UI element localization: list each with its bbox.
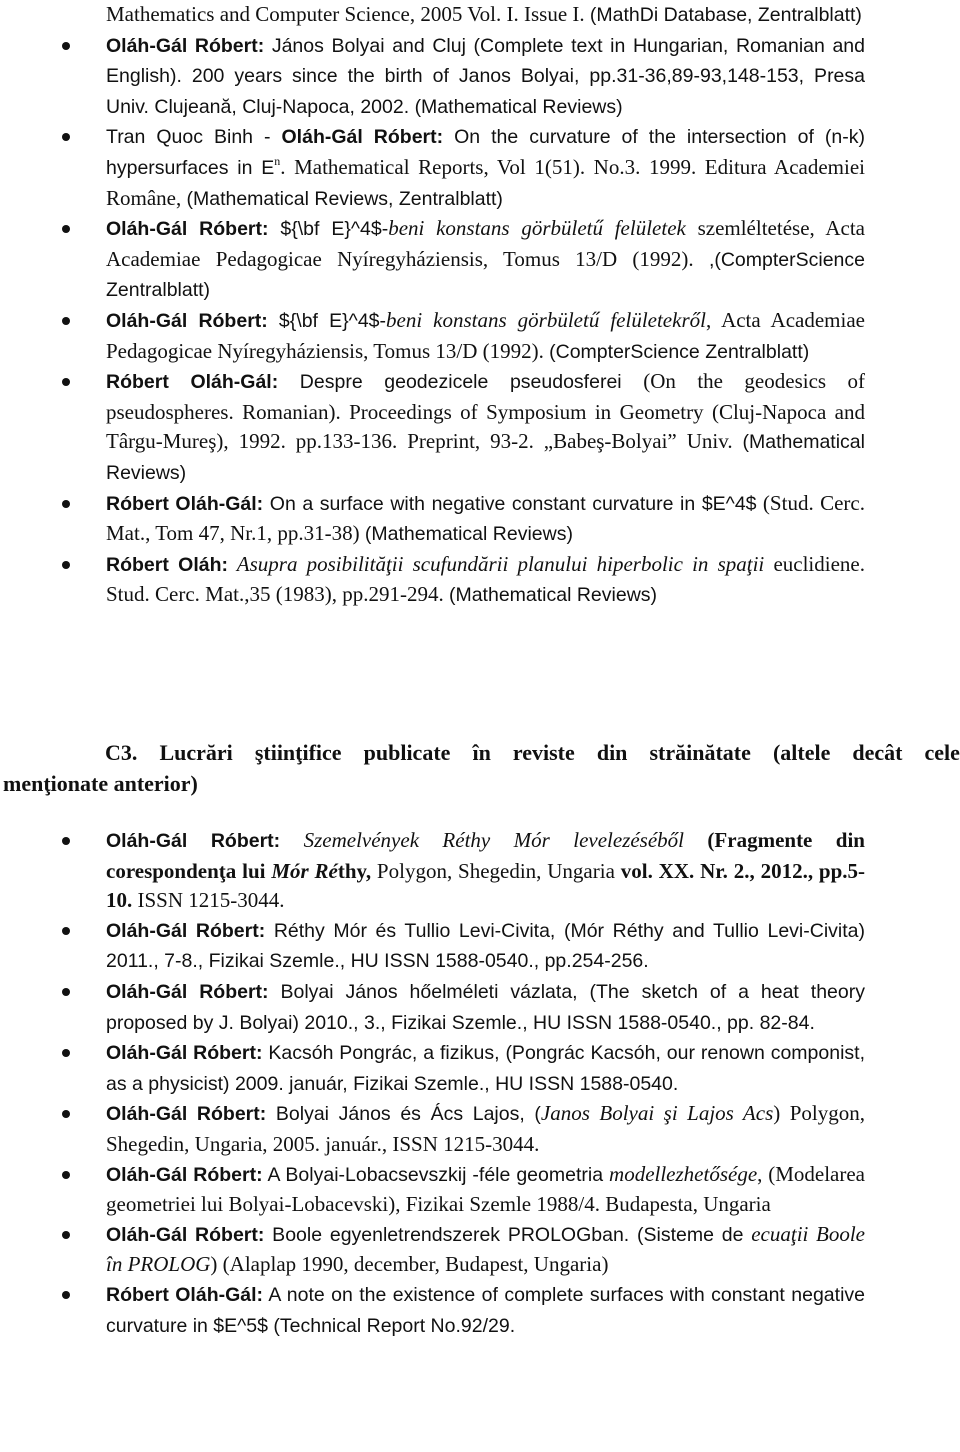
- author-name: Oláh-Gál Róbert:: [106, 1223, 265, 1246]
- entry-details: (On the geodesics of pseudospheres. Romanian). Proceedings of Symposium in Geometry (Cluj-Napoca and Târgu-Mureş), 1992. pp.133-136. Preprint, 93-2. „Babeş-Bolyai” Univ.: [106, 369, 865, 454]
- author-name: Oláh-Gál Róbert:: [106, 919, 266, 942]
- formula-text: ${\bf E}^4$-: [268, 218, 389, 241]
- entry-details: euclidiene. Stud. Cerc. Mat.,35 (1983), pp.291-294.: [106, 551, 865, 607]
- bullet-icon: [62, 1231, 70, 1239]
- heading-word: Lucrări: [159, 740, 233, 765]
- entry-translation-end: thy,: [337, 858, 372, 883]
- bullet-icon: [62, 225, 70, 233]
- entry-details: . Mathematical Reports, Vol 1(51). No.3. 1999. Editura Academiei Române,: [106, 154, 866, 210]
- author-name: Oláh-Gál Róbert:: [106, 218, 269, 241]
- section-heading-line2: menţionate anterior): [3, 771, 198, 796]
- entry-details: (Stud. Cerc. Mat., Tom 47, Nr.1, pp.31-38): [106, 490, 865, 546]
- list-item: [0, 122, 960, 214]
- entry-translation-italic: Janos Bolyai şi Lajos Acs: [540, 1101, 774, 1126]
- author-name: Oláh-Gál Róbert:: [106, 309, 268, 332]
- entry-title: Kacsóh Pongrác, a fizikus, (Pongrác Kacsóh, our renown componist, as a physicist) 2009. január, Fizikai Szemle., HU ISSN 1588-0540.: [106, 1042, 865, 1095]
- entry-title: Bolyai János hőelméleti vázlata, (The sketch of a heat theory proposed by J. Bolyai) 2010., 3., Fizikai Szemle., HU ISSN 1588-0540., pp. 82-84.: [106, 980, 865, 1034]
- bullet-icon: [62, 378, 70, 386]
- review-index: (Mathematical Reviews): [448, 584, 658, 607]
- heading-word: în: [472, 740, 491, 765]
- author-name: Oláh-Gál Róbert:: [106, 1103, 267, 1126]
- review-index: ,(CompterScience Zentralblatt): [106, 248, 865, 302]
- review-index: (Mathematical Reviews): [106, 431, 865, 484]
- list-item: [0, 31, 960, 123]
- entry-title: A note on the existence of complete surfaces with constant negative curvature in $E^5$ (Technical Report No.92/29.: [106, 1283, 865, 1337]
- review-index: (Mathematical Reviews, Zentralblatt): [186, 187, 503, 210]
- heading-word: ştiinţifice: [254, 740, 342, 765]
- bullet-icon: [62, 837, 70, 845]
- author-name: Oláh-Gál Róbert:: [106, 980, 269, 1003]
- entry-title: A Bolyai-Lobacsevszkij -féle geometria: [262, 1163, 610, 1186]
- list-item: [0, 1220, 960, 1280]
- author-name: Oláh-Gál Róbert:: [106, 1042, 263, 1065]
- list-item: [0, 1038, 960, 1099]
- list-item: [0, 367, 960, 488]
- list-item: [0, 826, 960, 916]
- list-item: [0, 1280, 960, 1341]
- entry-details: , (Modelarea geometriei lui Bolyai-Lobacevski), Fizikai Szemle 1988/4. Budapesta, Ungaria: [106, 1161, 866, 1217]
- author-name: Róbert Oláh-Gál:: [106, 492, 264, 515]
- author-name: Oláh-Gál Róbert:: [106, 1163, 263, 1186]
- author-name: Róbert Oláh:: [106, 553, 228, 576]
- bullet-icon: [62, 1171, 70, 1179]
- entry-title: On the curvature of the intersection of (n-k) hypersurfaces in E: [106, 126, 865, 179]
- bullet-icon: [62, 42, 70, 50]
- entry-title: Bolyai János és Ács Lajos, (: [266, 1103, 541, 1126]
- entry-title: Szemelvények Réthy Mór levelezéséből: [280, 828, 685, 852]
- bullet-icon: [62, 317, 70, 325]
- bullet-icon: [62, 500, 70, 508]
- entry-details: szemléltetése, Acta Academiae Pedagogicae Nyíregyháziensis, Tomus 13/D (1992).: [106, 216, 865, 271]
- heading-word: decât: [852, 740, 903, 765]
- entry-details: Polygon, Shegedin, Ungaria: [371, 858, 621, 883]
- publication-list-top: [0, 0, 960, 611]
- entry-title: Boole egyenletrendszerek PROLOGban. (Sisteme de: [264, 1223, 752, 1246]
- author-name: Róbert Oláh-Gál:: [106, 371, 279, 394]
- entry-translation: (Fragmente din corespondenţa lui: [106, 828, 865, 883]
- heading-word: C3.: [105, 740, 138, 765]
- review-index: (Mathematical Reviews): [414, 95, 623, 118]
- section-heading-line1: [0, 737, 960, 768]
- entry-details: ) Polygon, Shegedin, Ungaria, 2005. január., ISSN 1215-3044.: [106, 1101, 865, 1156]
- entry-details: ) (Alaplap 1990, december, Budapest, Ungaria): [210, 1252, 609, 1277]
- author-name: Oláh-Gál Róbert:: [281, 126, 444, 149]
- review-index: (CompterScience Zentralblatt): [549, 340, 810, 363]
- entry-title: beni konstans görbületű felületek: [388, 216, 686, 241]
- author-name: Oláh-Gál Róbert:: [106, 34, 265, 57]
- superscript: n: [274, 153, 281, 168]
- formula-text: ${\bf E}^4$-: [267, 309, 386, 332]
- publication-list-foreign: [0, 826, 960, 1341]
- coauthor-name: Tran Quoc Binh -: [106, 126, 282, 149]
- bullet-icon: [62, 988, 70, 996]
- list-item: [0, 916, 960, 977]
- review-index: (MathDi Database, Zentralblatt): [589, 4, 862, 26]
- author-name: Oláh-Gál Róbert:: [106, 830, 281, 852]
- review-index: (Mathematical Reviews): [364, 523, 573, 546]
- entry-title: Réthy Mór és Tullio Levi-Civita, (Mór Réthy and Tullio Levi-Civita) 2011., 7-8., Fizikai Szemle., HU ISSN 1588-0540., pp.254-256.: [106, 919, 865, 973]
- heading-word: publicate: [363, 740, 451, 765]
- list-item: [0, 489, 960, 550]
- list-item: [0, 977, 960, 1038]
- continued-entry: [0, 0, 960, 31]
- bullet-icon: [62, 133, 70, 141]
- bullet-icon: [62, 927, 70, 935]
- entry-title: beni konstans görbületű felületekről: [386, 307, 706, 332]
- entry-title: Asupra posibilităţii scufundării planului hiperbolic in spaţii: [228, 551, 765, 576]
- heading-word: reviste: [512, 740, 575, 765]
- list-item: [0, 1160, 960, 1220]
- entry-details: , Acta Academiae Pedagogicae Nyíregyháziensis, Tomus 13/D (1992).: [106, 307, 865, 363]
- entry-volume: vol. XX. Nr. 2., 2012., pp.5-10.: [106, 858, 865, 913]
- heading-word: din: [596, 740, 628, 765]
- list-item: [0, 1099, 960, 1159]
- heading-word: străinătate: [649, 740, 751, 765]
- entry-title-italic: modellezhetősége: [609, 1161, 758, 1186]
- list-item: [0, 306, 960, 367]
- entry-translation-italic: Mór Ré: [271, 858, 338, 883]
- bullet-icon: [62, 1110, 70, 1118]
- heading-word: (altele: [772, 740, 831, 765]
- entry-issn: ISSN 1215-3044.: [132, 888, 285, 913]
- author-name: Róbert Oláh-Gál:: [106, 1283, 264, 1306]
- section-heading: [0, 737, 960, 799]
- entry-title: János Bolyai and Cluj (Complete text in Hungarian, Romanian and English). 200 years since the birth of Janos Bolyai, pp.31-36,89-93,148-153, Presa Univ. Clujeană, Cluj-Napoca, 2002.: [106, 34, 865, 118]
- entry-title: Despre geodezicele pseudosferei: [278, 371, 644, 394]
- bullet-icon: [62, 1291, 70, 1299]
- bullet-icon: [62, 561, 70, 569]
- heading-word: cele: [924, 740, 960, 765]
- bullet-icon: [62, 1049, 70, 1057]
- entry-text: Mathematics and Computer Science, 2005 Vol. I. Issue I.: [106, 2, 590, 26]
- entry-translation-italic: ecuaţii Boole în PROLOG: [106, 1221, 865, 1277]
- list-item: [0, 550, 960, 611]
- list-item: [0, 214, 960, 306]
- entry-title: On a surface with negative constant curvature in $E^4$: [263, 492, 757, 515]
